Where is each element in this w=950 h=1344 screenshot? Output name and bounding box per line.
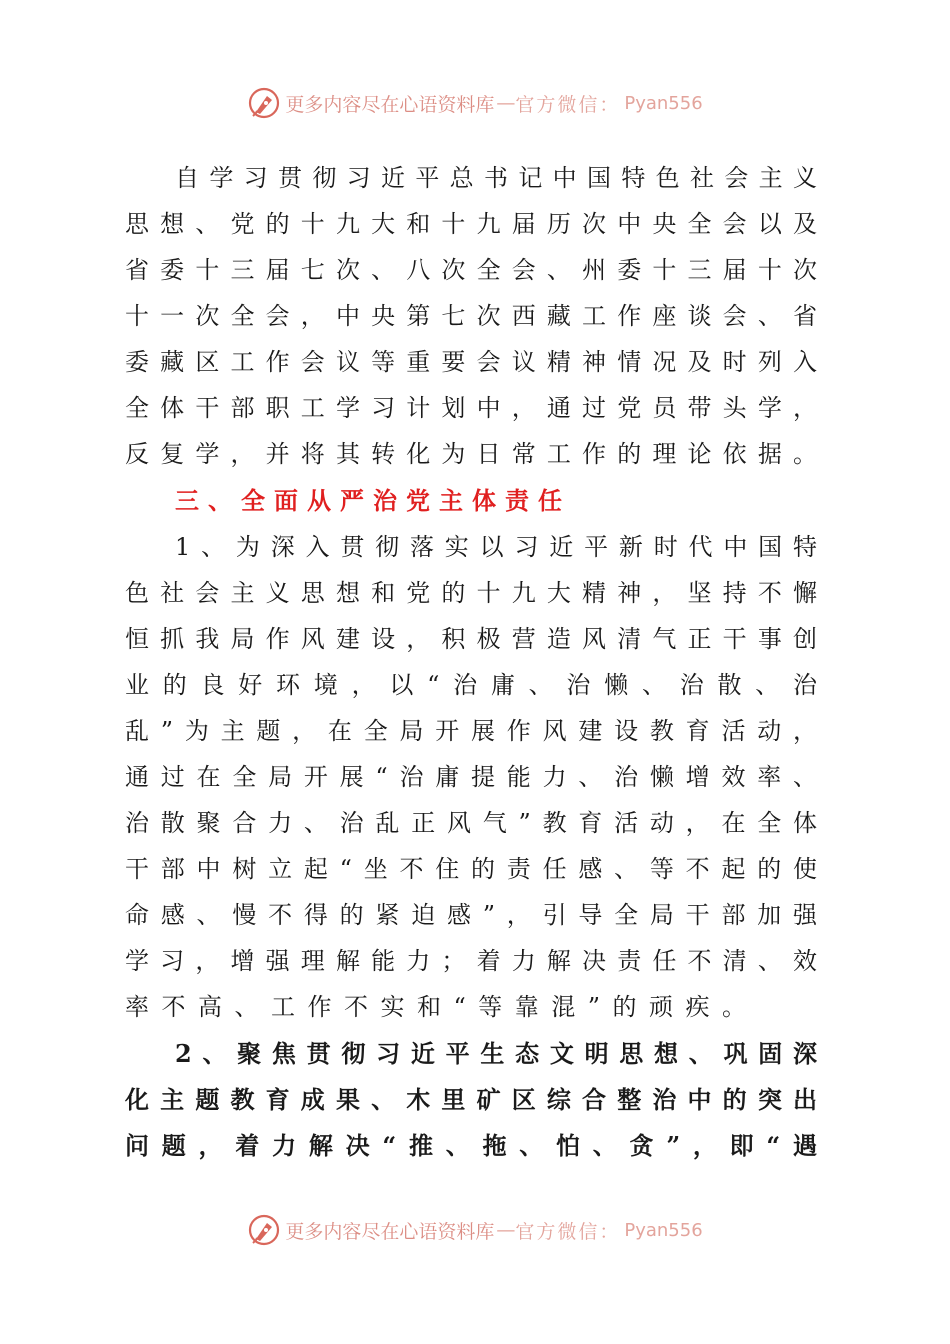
- watermark-brand: 更多内容尽在心语资料库: [285, 1220, 495, 1243]
- paragraph2-line-2: 色社会主义思想和党的十九大精神，坚持不懈: [125, 579, 817, 607]
- paragraph2-line-11: 率不高、工作不实和“等靠混”的顽疾。: [125, 993, 759, 1021]
- footer-watermark: [0, 1210, 950, 1250]
- section-heading: 三、全面从严治党主体责任: [175, 487, 571, 515]
- paragraph1-line-7: 反复学，并将其转化为日常工作的理论依据。: [125, 440, 817, 468]
- paragraph3-line-1: 2、聚焦贯彻习近平生态文明思想、巩固深: [175, 1039, 817, 1068]
- paragraph2-line-7: 治散聚合力、治乱正风气”教育活动，在全体: [125, 809, 817, 837]
- paragraph2-line-3: 恒抓我局作风建设，积极营造风清气正干事创: [125, 625, 817, 653]
- paragraph1-line-2: 思想、党的十九大和十九届历次中央全会以及: [125, 210, 817, 238]
- watermark-wechat-id: Pyan556: [624, 92, 703, 114]
- paragraph1-line-6: 全体干部职工学习计划中，通过党员带头学，: [125, 394, 817, 422]
- paragraph2-line-9: 命感、慢不得的紧迫感”，引导全局干部加强: [125, 901, 817, 929]
- paragraph2-line-8: 干部中树立起“坐不住的责任感、等不起的使: [125, 855, 817, 883]
- paragraph3-line-2: 化主题教育成果、木里矿区综合整治中的突出: [125, 1085, 817, 1114]
- watermark-brand: 更多内容尽在心语资料库: [285, 93, 495, 116]
- paragraph1-line-5: 委藏区工作会议等重要会议精神情况及时列入: [125, 348, 817, 376]
- watermark-wechat-id: Pyan556: [624, 1219, 703, 1241]
- paragraph1-line-1: 自学习贯彻习近平总书记中国特色社会主义: [175, 164, 817, 192]
- paragraph2-line-1: 1、为深入贯彻落实以习近平新时代中国特: [175, 533, 817, 561]
- header-watermark: [0, 83, 950, 123]
- watermark-official-label: 官方微信：: [515, 1220, 621, 1243]
- paragraph3-line-3: 问题，着力解决“推、拖、怕、贪”，即“遇: [125, 1131, 817, 1160]
- paragraph1-line-3: 省委十三届七次、八次全会、州委十三届十次: [125, 256, 817, 284]
- pen-nib-circle-icon: [247, 1213, 281, 1247]
- pen-nib-circle-icon: [247, 86, 281, 120]
- watermark-dash: —: [496, 1219, 514, 1241]
- paragraph2-line-6: 通过在全局开展“治庸提能力、治懒增效率、: [125, 763, 817, 791]
- watermark-dash: —: [496, 92, 514, 114]
- paragraph1-line-4: 十一次全会，中央第七次西藏工作座谈会、省: [125, 302, 817, 330]
- paragraph2-line-5: 乱”为主题，在全局开展作风建设教育活动，: [125, 717, 817, 745]
- paragraph2-line-4: 业的良好环境，以“治庸、治懒、治散、治: [125, 671, 817, 699]
- paragraph2-line-10: 学习，增强理解能力；着力解决责任不清、效: [125, 947, 817, 975]
- watermark-official-label: 官方微信：: [515, 93, 621, 116]
